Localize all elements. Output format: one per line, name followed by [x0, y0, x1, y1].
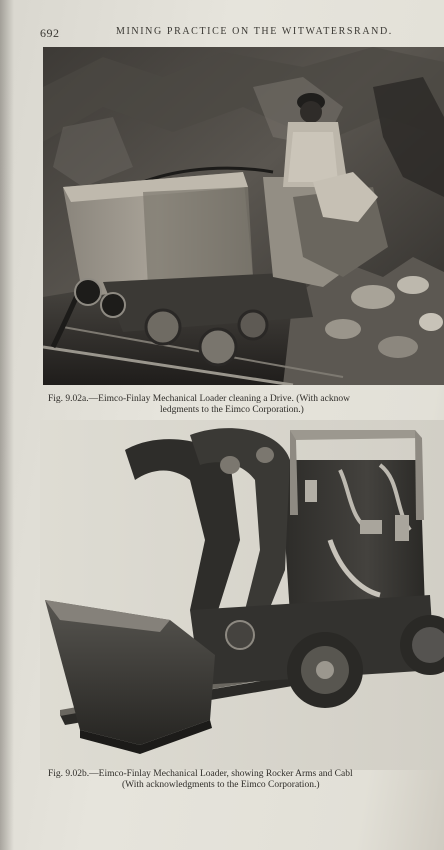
figure-9-02b-photo [40, 420, 444, 770]
page-number: 692 [40, 26, 60, 40]
figure-9-02a-caption [48, 394, 350, 416]
loader-in-drive-illustration [43, 47, 444, 385]
running-title: MINING PRACTICE ON THE WITWATERSRAND. [116, 26, 393, 37]
loader-rocker-arms-illustration [40, 420, 444, 770]
figure-9-02a-photo [43, 47, 444, 385]
caption-line: Fig. 9.02a.—Eimco-Finlay Mechanical Loader cleaning a Drive. (With acknow [48, 394, 350, 404]
caption-line: Fig. 9.02b.—Eimco-Finlay Mechanical Loader, showing Rocker Arms and Cabl [48, 769, 353, 779]
caption-line: (With acknowledgments to the Eimco Corporation.) [122, 780, 320, 790]
binding-shadow [0, 0, 14, 850]
caption-line: ledgments to the Eimco Corporation.) [160, 405, 304, 415]
figure-9-02b-caption [48, 769, 353, 791]
